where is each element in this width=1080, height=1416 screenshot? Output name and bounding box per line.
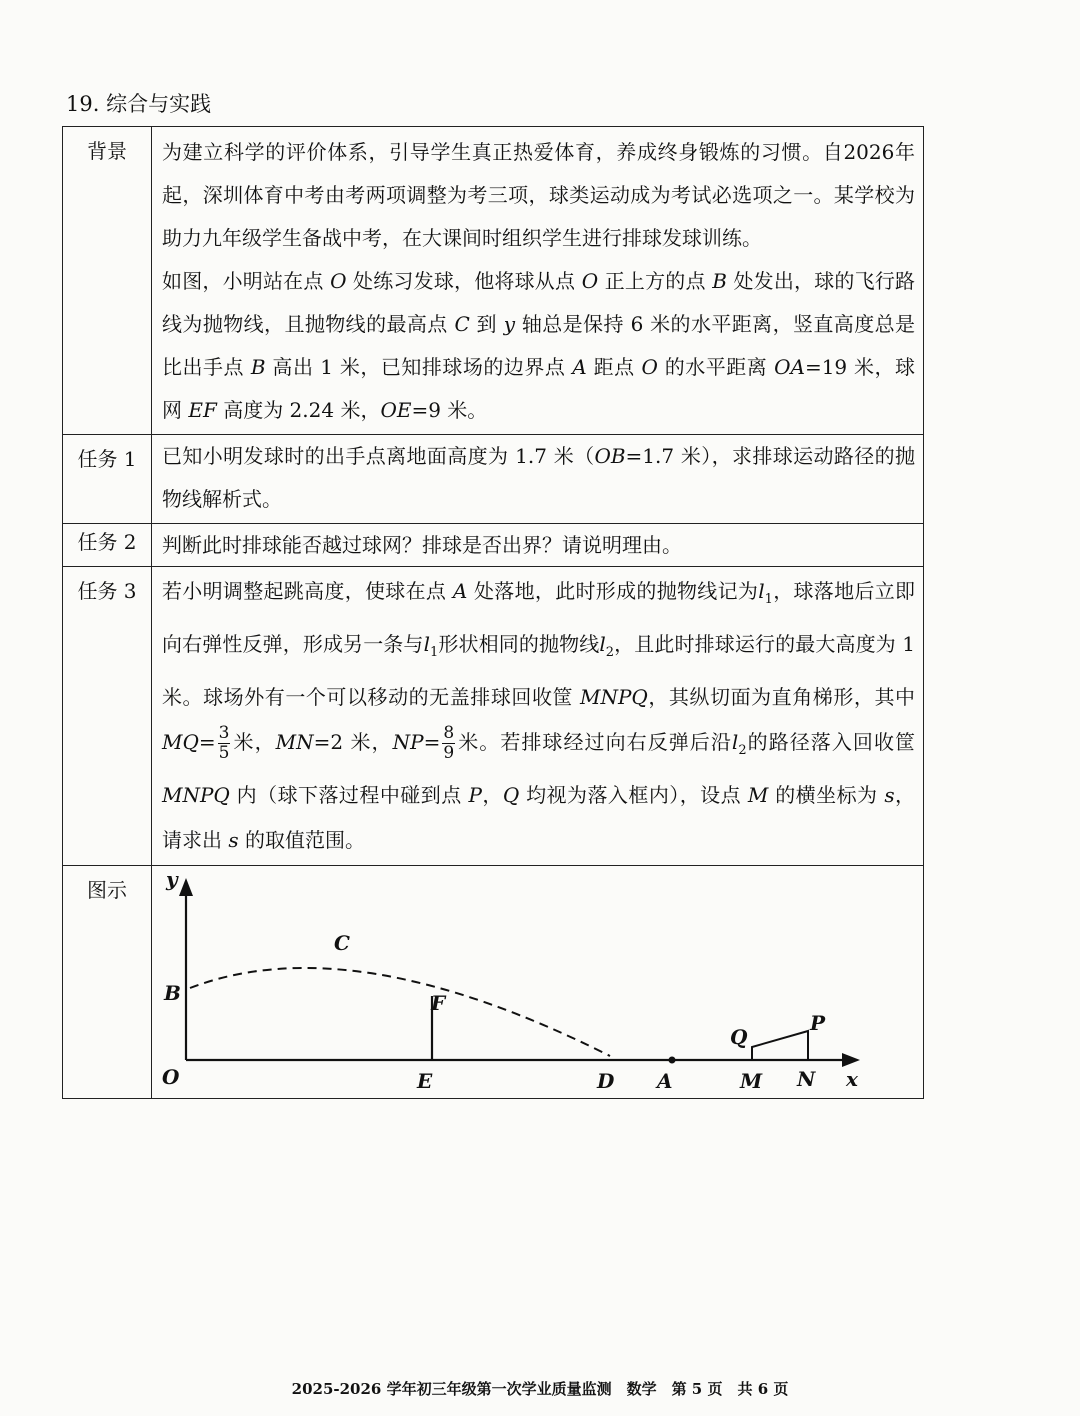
label-x: x [846,1067,858,1091]
label-m: M [740,1069,763,1093]
label-y: y [166,867,178,891]
diagram [152,866,926,1094]
label-e: E [417,1069,433,1093]
background-paragraph-1: 为建立科学的评价体系，引导学生真正热爱体育，养成终身锻炼的习惯。自2026年起，深圳体育中考由考两项调整为考三项，球类运动成为考试必选项之一。某学校为助力九年级学生备战中考，在大课间时组织学生进行排球发球训练。 [162,140,915,250]
task1-content: 已知小明发球时的出手点离地面高度为 1.7 米（OB=1.7 米），求排球运动路径的抛物线解析式。 [152,435,924,524]
background-paragraph-2: 如图，小明站在点 O 处练习发球，他将球从点 O 正上方的点 B 处发出，球的飞行路线为抛物线，且抛物线的最高点 C 到 y 轴总是保持 6 米的水平距离，竖直高度总是比出手点 B 高出 1 米，已知排球场的边界点 A 距点 O 的水平距离 OA=19 米，球网 EF 高度为 2.24 米，OE=9 米。 [162,269,916,422]
task1-row [63,435,924,524]
figure-label: 图示 [63,866,152,1099]
task3-label: 任务 3 [63,567,152,866]
label-f: F [431,991,446,1015]
label-c: C [334,931,350,955]
point-a [669,1057,676,1064]
x-axis-arrow [842,1053,860,1067]
label-n: N [797,1067,816,1091]
task3-row [63,567,924,866]
task3-content: 若小明调整起跳高度，使球在点 A 处落地，此时形成的抛物线记为$l_1$，球落地后立即向右弹性反弹，形成另一条与$l_1$形状相同的抛物线$l_2$，且此时排球运行的最大高度为 1 米。球场外有一个可以移动的无盖排球回收筐 MNPQ，其纵切面为直角梯形，其中 MQ= $\frac{3}{5}$ 米，MN=2 米，NP= $\frac{8}{9}$ 米。若排球经过向右反弹后沿$l_2$的路径落入回收筐 MNPQ 内（球下落过程中碰到点 P，Q 均视为落入框内），设点 M 的横坐标为 s，请求出 s 的取值范围。 [152,567,924,866]
label-b: B [164,981,181,1005]
figure-cell [152,866,924,1099]
task2-label: 任务 2 [63,524,152,567]
trajectory-parabola [190,968,610,1056]
background-row [63,127,924,435]
task2-row [63,524,924,567]
page-footer: 2025-2026 学年初三年级第一次学业质量监测 数学 第 5 页 共 6 页 [291,1380,789,1398]
background-content [152,127,924,435]
question-title: 19. 综合与实践 [66,92,212,116]
fraction-np: $\frac{8}{9}$ [443,723,455,763]
question-table [62,126,924,1099]
label-q: Q [730,1025,748,1049]
label-a: A [657,1069,673,1093]
basket-mnpq [752,1031,808,1060]
label-o: O [162,1065,180,1089]
task2-content: 判断此时排球能否越过球网？排球是否出界？请说明理由。 [152,524,924,567]
figure-row [63,866,924,1099]
y-axis-arrow [179,878,193,896]
background-label: 背景 [63,127,152,435]
label-p: P [810,1011,826,1035]
label-d: D [597,1069,615,1093]
task1-label: 任务 1 [63,435,152,524]
fraction-mq: $\frac{3}{5}$ [218,723,230,763]
